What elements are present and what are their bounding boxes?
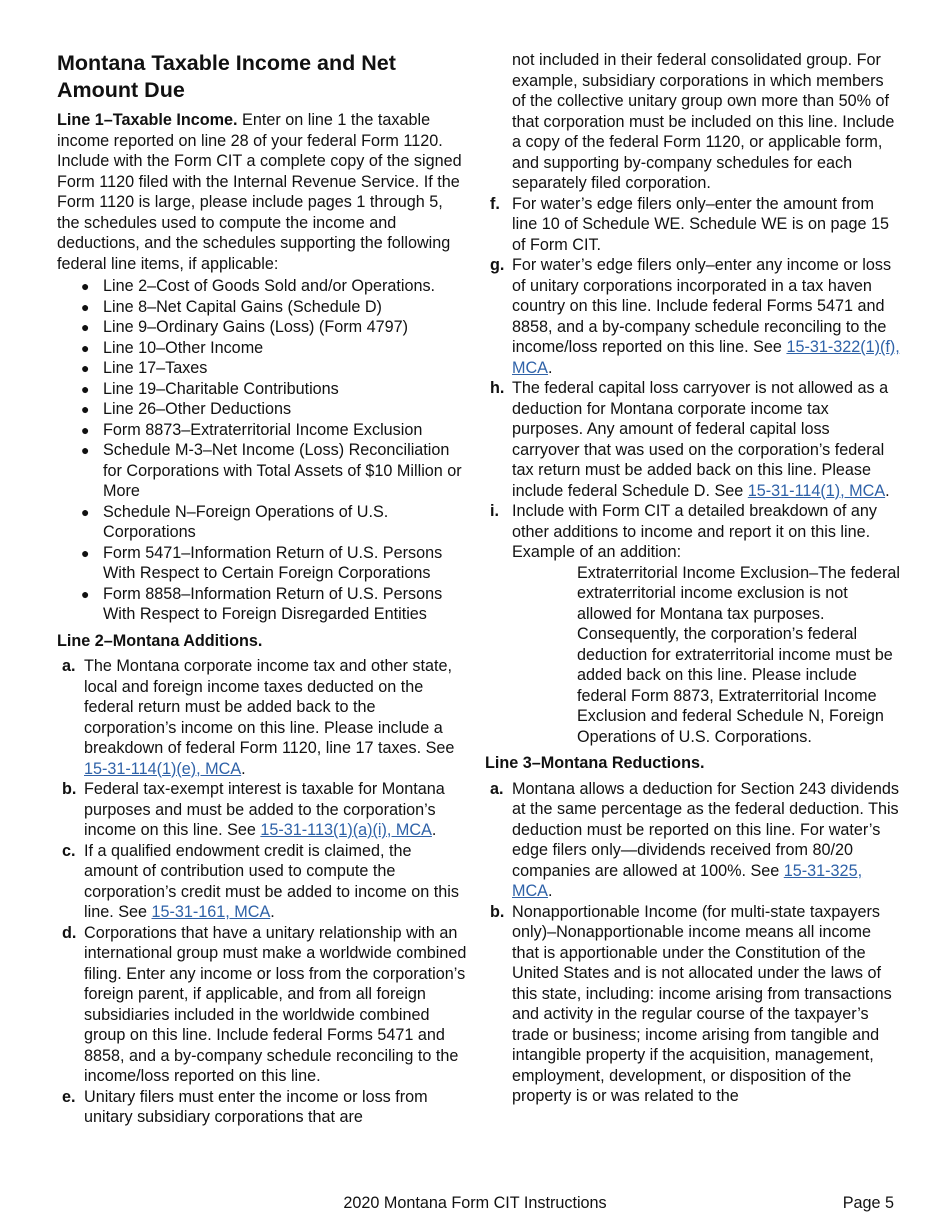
list-item: ● Form 8873–Extraterritorial Income Exclusion [81,420,423,439]
bullet-icon: ● [81,298,90,315]
example-label: Example of an addition: [512,543,682,561]
list-item: ● Schedule N–Foreign Operations of U.S. Corporations [81,502,389,541]
bullet-icon: ● [81,421,90,438]
left-column [57,50,467,1128]
line2-item-b: b. Federal tax-exempt interest is taxable for Montana purposes and must be added to the corporation’s income on this line. See 15-31-113(1)(a)(i), MCA. [62,780,445,839]
bullet-icon: ● [81,401,90,417]
bullet-icon: ● [81,278,90,294]
line2-items [57,656,467,1128]
line1-paragraph [57,110,467,274]
list-item: ● Line 9–Ordinary Gains (Loss) (Form 4797) [81,318,408,336]
statute-link[interactable]: 15-31-114(1), MCA [747,481,886,500]
line2-item-g: g. For water’s edge filers only–enter any income or loss of unitary corporations incorporated in a tax haven country on this line. Include federal Forms 5471 and 8858, and a by-company schedule reconciling to the income/loss reported on this line. See 15-31-322(1)(f), MCA. [490,256,900,377]
line2-item-f: f. For water’s edge filers only–enter the amount from line 10 of Schedule WE. Schedule WE is on page 15 of Form CIT. [490,194,890,254]
right-column [485,50,900,1107]
line3-item-b: b. Nonapportionable Income (for multi-state taxpayers only)–Nonapportionable income means all income that is apportionable under the Constitution of the United States and is not allocated under the laws of this state, including: income arising from transactions and activity in the regular course of the taxpayer’s trade or business; income arising from tangible and intangible property if the acquisition, management, employment, development, or disposition of the property is or was related to the [490,902,892,1105]
line2-item-h: h. The federal capital loss carryover is not allowed as a deduction for Montana corporate income tax purposes. Any amount of federal capital loss carryover that was used on the corporation’s federal tax return must be added back on this line. Please include federal Schedule D. See 15-31-114(1), MCA. [490,379,890,500]
bullet-icon: ● [81,442,90,458]
line1-text: Enter on line 1 the taxable income reported on line 28 of your federal Form 1120. Include with the Form CIT a complete copy of the signed Form 1120 filed with the Internal Revenue Service. If the Form 1120 is large, please include pages 1 through 5, the schedules used to compute the income and deductions, and the schedules supporting the following federal line items, if applicable: [57,111,462,273]
footer-title: 2020 Montana Form CIT Instructions [343,1194,607,1212]
line2-item-e-continued: not included in their federal consolidated group. For example, subsidiary corporations in which members of the collective unitary group own more than 50% of that corporation must be included on this line. Include a copy of the federal Form 1120, or applicable form, and supporting by-company schedules for each separately filed corporation. [512,51,895,192]
bullet-icon: ● [81,360,90,376]
list-item: ● Line 8–Net Capital Gains (Schedule D) [81,297,382,316]
line2-items-continued [485,194,900,543]
list-item: ● Line 2–Cost of Goods Sold and/or Operations. [81,277,436,295]
bullet-icon: ● [81,319,90,335]
section-title: Montana Taxable Income and Net Amount Due [57,51,396,102]
statute-link[interactable]: 15-31-161, MCA [151,903,271,921]
list-item: ● Line 26–Other Deductions [81,400,292,418]
list-item: ● Line 17–Taxes [81,359,208,377]
list-item: ● Line 19–Charitable Contributions [81,379,339,398]
line2-item-a: a. The Montana corporate income tax and other state, local and foreign income taxes deducted on the federal return must be added back to the corporation’s income on this line. Please include a breakdown of federal Form 1120, line 17 taxes. See 15-31-114(1)(e), MCA. [62,657,455,778]
line3-heading: Line 3–Montana Reductions. [485,754,705,772]
statute-link[interactable]: 15-31-113(1)(a)(i), MCA [260,821,432,839]
statute-link[interactable]: 15-31-322(1)(f), MCA [512,338,900,377]
line2-item-e: e. Unitary filers must enter the income or loss from unitary subsidiary corporations that are [62,1087,428,1126]
page-number: Page 5 [842,1194,894,1212]
list-item: ● Schedule M-3–Net Income (Loss) Reconciliation for Corporations with Total Assets of $10 Million or More [81,441,462,500]
bullet-icon: ● [81,339,90,356]
bullet-icon: ● [81,544,90,561]
federal-line-items-list [57,276,467,625]
list-item: ● Line 10–Other Income [81,338,264,357]
bullet-icon: ● [81,585,90,602]
line1-heading: Line 1–Taxable Income. [57,111,238,129]
page-footer [0,1193,950,1213]
list-item: ● Form 5471–Information Return of U.S. Persons With Respect to Certain Foreign Corporations [81,543,443,582]
line2-heading: Line 2–Montana Additions. [57,631,263,650]
statute-link[interactable]: 15-31-114(1)(e), MCA [84,759,242,778]
example-text: Extraterritorial Income Exclusion–The federal extraterritorial income exclusion is not allowed for Montana tax purposes. Consequently, the corporation’s federal deduction for extraterritorial income must be added back on this line. Please include federal Form 8873, Extraterritorial Income Exclusion and federal Schedule N, Foreign Operations of U.S. Corporations. [577,563,900,746]
bullet-icon: ● [81,503,90,520]
line2-item-d: d. Corporations that have a unitary relationship with an international group must make a worldwide combined filing. Enter any income or loss from the corporation’s foreign parent, if applicable, and from all foreign subsidiaries included in the worldwide combined group on this line. Include federal Forms 5471 and 8858, and a by-company schedule reconciling to the income/loss reported on this line. [62,923,467,1085]
bullet-icon: ● [81,380,90,397]
statute-link[interactable]: 15-31-325, MCA [512,861,863,900]
line3-items [485,779,900,1107]
line2-item-c: c. If a qualified endowment credit is claimed, the amount of contribution used to compute the corporation’s credit must be added to income on this line. See 15-31-161, MCA. [62,841,459,921]
line3-item-a: a. Montana allows a deduction for Section 243 dividends at the same percentage as the federal deduction. This deduction must be reported on this line. For water’s edge filers only—dividends received from 80/20 companies are allowed at 100%. See 15-31-325, MCA. [490,779,899,900]
line2-item-i: i. Include with Form CIT a detailed breakdown of any other additions to income and report it on this line. [490,502,878,541]
list-item: ● Form 8858–Information Return of U.S. Persons With Respect to Foreign Disregarded Entities [81,584,443,623]
